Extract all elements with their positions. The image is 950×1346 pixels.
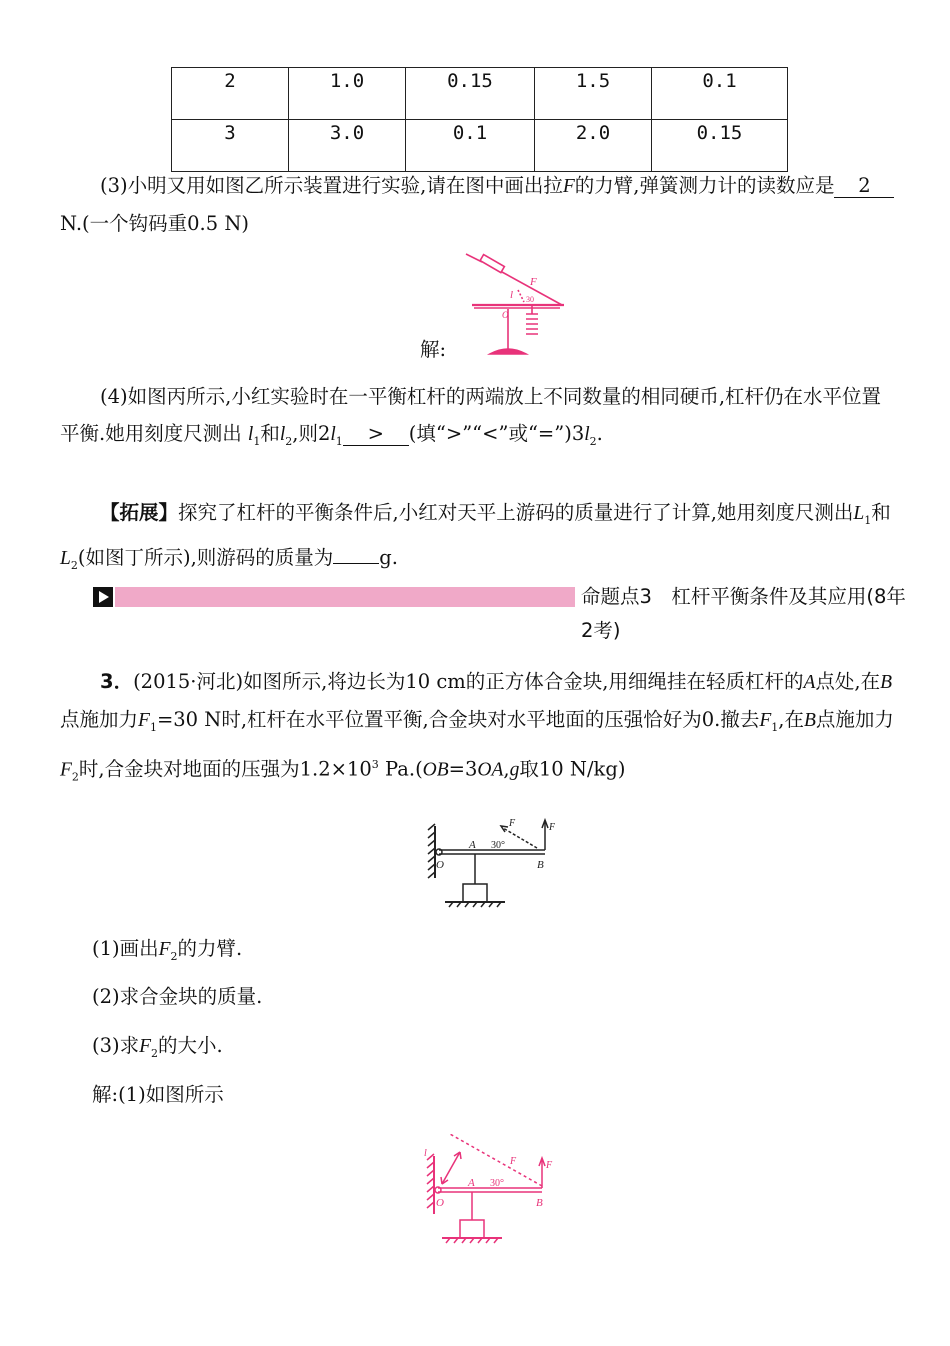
table-row	[172, 120, 788, 172]
solution-line: 解:(1)如图所示	[92, 1083, 224, 1106]
table-cell: 0.15	[406, 68, 535, 120]
sub-question-1: (1)画出$F_2$的力臂.	[92, 937, 243, 963]
sub-question-3: (3)求$F_2$的大小.	[92, 1034, 223, 1060]
table-cell: 3.0	[289, 120, 406, 172]
data-table	[171, 67, 788, 172]
table-cell: 0.1	[652, 68, 788, 120]
table-cell: 1.5	[535, 68, 652, 120]
label-B: B	[537, 859, 544, 871]
section-bar	[115, 587, 575, 607]
table-cell: 2	[172, 68, 289, 120]
section-header	[93, 585, 913, 642]
label-A: A	[468, 1177, 475, 1189]
label-A: A	[469, 839, 476, 851]
label-l: l	[510, 289, 514, 301]
label-B: B	[536, 1197, 543, 1209]
label-F2: F	[509, 818, 516, 829]
label-angle: 30	[526, 295, 534, 304]
label-O: O	[502, 310, 509, 320]
table-cell: 0.1	[406, 120, 535, 172]
label-F2: F	[510, 1156, 517, 1167]
lever-arm-solution-figure	[420, 1134, 560, 1250]
table-cell: 3	[172, 120, 289, 172]
table-row	[172, 68, 788, 120]
label-l2: l	[424, 1148, 427, 1159]
lever-block-figure	[425, 812, 555, 914]
table-cell: 1.0	[289, 68, 406, 120]
label-O: O	[436, 859, 444, 871]
extension-question: 【拓展】探究了杠杆的平衡条件后,小红对天平上游码的质量进行了计算,她用刻度尺测出$L_1$和$L_2$(如图丁所示),则游码的质量为 g.	[60, 501, 891, 572]
label-O: O	[436, 1197, 444, 1209]
play-icon	[93, 587, 113, 607]
solution-label: 解:	[420, 338, 447, 361]
label-angle: 30°	[491, 840, 505, 851]
question-3: (3)小明又用如图乙所示装置进行实验,请在图中画出拉F的力臂,弹簧测力计的读数应是 2N.(一个钩码重0.5 N)	[60, 167, 900, 242]
answer-blank: 2	[834, 175, 894, 198]
label-angle: 30°	[490, 1178, 504, 1189]
table-cell: 2.0	[535, 120, 652, 172]
label-F1: F	[549, 822, 555, 833]
sub-question-2: (2)求合金块的质量.	[92, 985, 263, 1008]
answer-blank: >	[343, 423, 409, 446]
answer-blank	[333, 563, 379, 564]
label-F1: F	[546, 1160, 553, 1171]
section-title: 命题点3 杠杆平衡条件及其应用(8年2考)	[581, 585, 906, 642]
label-F: F	[530, 276, 537, 288]
question-4: (4)如图丙所示,小红实验时在一平衡杠杆的两端放上不同数量的相同硬币,杠杆仍在水平位置平衡.她用刻度尺测出 $l_1$和$l_2$,则$2l_1$ > (填“>”“<”或“$=”)3l_2$.	[60, 385, 882, 448]
problem-3: 3．(2015·河北)如图所示,将边长为10 cm的正方体合金块,用细绳挂在轻质杠杆的A点处,在B点施加力$F_1=30$ N时,杠杆在水平位置平衡,合金块对水平地面的压强恰好为0.撤去$F_1$,在B点施加力$F_2$时,合金块对地面的压强为$1.2\times 10^3$ Pa.(OB=3OA,g取10 N/kg)	[60, 670, 894, 784]
table-cell: 0.15	[652, 120, 788, 172]
